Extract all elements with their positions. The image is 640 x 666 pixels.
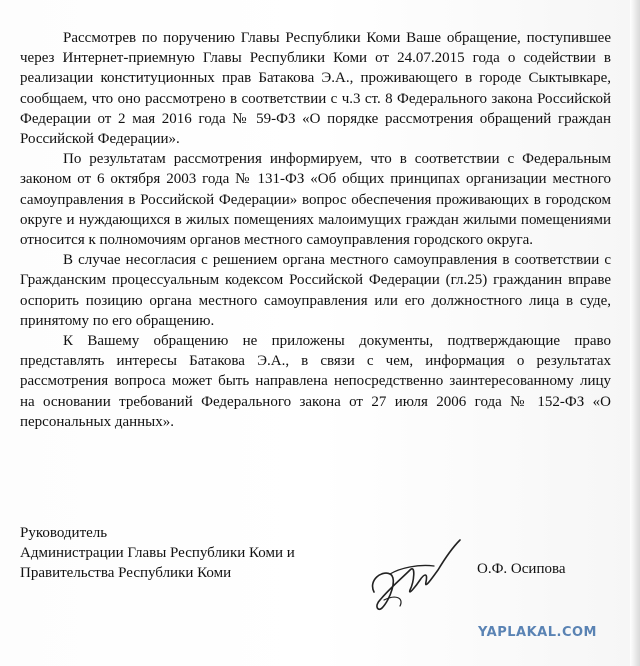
- handwritten-signature: [360, 530, 470, 620]
- signatory-position-line2: Администрации Главы Республики Коми и: [20, 545, 295, 561]
- letter-body: [20, 28, 611, 432]
- signatory-position-line3: Правительства Республики Коми: [20, 565, 232, 581]
- paragraph-4: К Вашему обращению не приложены документы, подтверждающие право представлять интересы Батакова Э.А., в связи с чем, информация о результатах рассмотрения вопроса может быть направлена непосредственно заинтересованному лицу на основании требований Федерального закона от 27 июля 2006 года № 152-ФЗ «О персональных данных».: [20, 333, 611, 430]
- paragraph-3: В случае несогласия с решением органа местного самоуправления в соответствии с Гражданским процессуальным кодексом Российской Федерации (гл.25) гражданин вправе оспорить позицию органа местного самоуправления или его должностного лица в суде, принятому по его обращению.: [20, 252, 611, 329]
- signatory-position-line1: Руководитель: [20, 525, 108, 541]
- paragraph-2: По результатам рассмотрения информируем, что в соответствии с Федеральным законом от 6 октября 2003 года № 131-ФЗ «Об общих принципах организации местного самоуправления в Российской Федерации» вопрос обеспечения проживающих в городском округе и нуждающихся в жилых помещениях малоимущих граждан жилыми помещениями относится к полномочиям органов местного самоуправления городского округа.: [20, 151, 611, 249]
- page-edge-shadow: [630, 0, 640, 666]
- paragraph-1: Рассмотрев по поручению Главы Республики Коми Ваше обращение, поступившее через Интернет-приемную Главы Республики Коми от 24.07.2015 года о содействии в реализации конституционных прав Батакова Э.А., проживающего в городе Сыктывкаре, сообщаем, что оно рассмотрено в соответствии с ч.3 ст. 8 Федерального закона Российской Федерации от 2 мая 2016 года № 59-ФЗ «О порядке рассмотрения обращений граждан Российской Федерации».: [20, 30, 611, 148]
- signer-name: О.Ф. Осипова: [477, 561, 566, 577]
- site-watermark: YAPLAKAL.COM: [478, 625, 597, 640]
